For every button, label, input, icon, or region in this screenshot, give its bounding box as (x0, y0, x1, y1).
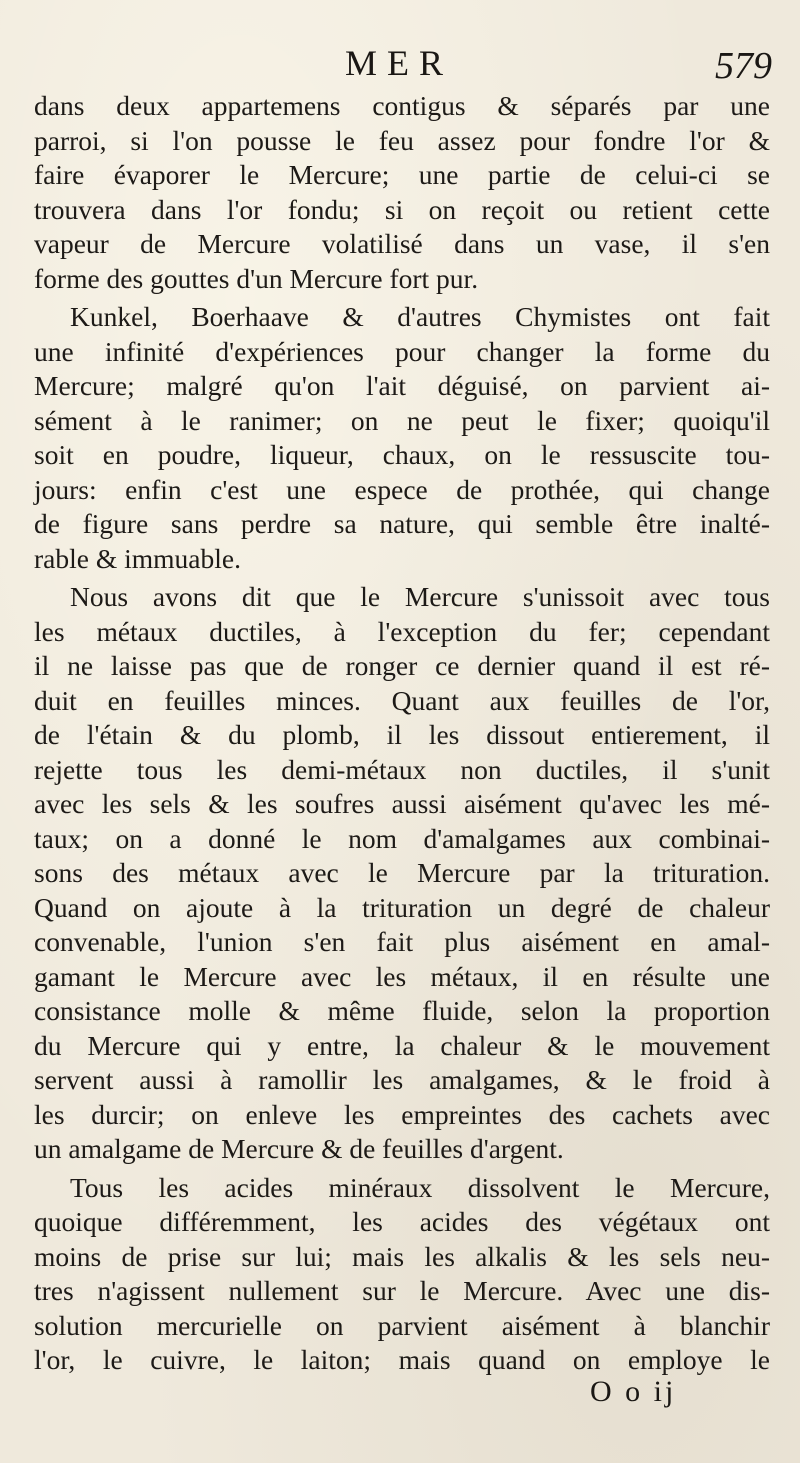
signature-mark: O o ij (590, 1375, 677, 1408)
text-line: il ne laisse pas que de ronger ce dernier quand il est ré- (34, 650, 770, 681)
text-line: servent aussi à ramollir les amalgames, & le froid à (34, 1064, 770, 1095)
text-line: soit en poudre, liqueur, chaux, on le ressuscite tou- (34, 439, 770, 470)
text-line: les métaux ductiles, à l'exception du fer; cependant (34, 615, 770, 647)
text-line: solution mercurielle on parvient aisément à blanchir (34, 1309, 770, 1341)
text-line: sément à le ranimer; on ne peut le fixer; quoiqu'il (34, 404, 770, 436)
text-line: consistance molle & même fluide, selon la proportion (34, 995, 770, 1026)
text-line: du Mercure qui y entre, la chaleur & le mouvement (34, 1029, 770, 1061)
text-line: jours: enfin c'est une espece de prothée, qui change (34, 473, 770, 505)
paragraph-4 (34, 1171, 770, 1378)
text-line: de l'étain & du plomb, il les dissout entierement, il (34, 719, 770, 750)
text-line: une infinité d'expériences pour changer la forme du (34, 335, 770, 367)
text-line: vapeur de Mercure volatilisé dans un vase, il s'en (34, 228, 770, 259)
text-line: rejette tous les demi-métaux non ductiles, il s'unit (34, 753, 770, 785)
text-line: sons des métaux avec le Mercure par la trituration. (34, 857, 770, 888)
text-line: avec les sels & les soufres aussi aisément qu'avec les mé- (34, 788, 770, 819)
text-line: quoique différemment, les acides des végétaux ont (34, 1206, 770, 1237)
text-line: duit en feuilles minces. Quant aux feuilles de l'or, (34, 684, 770, 716)
text-line: trouvera dans l'or fondu; si on reçoit ou retient cette (34, 193, 770, 225)
text-line: Quand on ajoute à la trituration un degré de chaleur (34, 891, 770, 923)
text-line: Mercure; malgré qu'on l'ait déguisé, on parvient ai- (34, 370, 770, 401)
text-line: tres n'agissent nullement sur le Mercure. Avec une dis- (34, 1275, 770, 1306)
paragraph-3 (34, 580, 770, 1167)
running-head-title: MER (345, 43, 454, 83)
text-line: faire évaporer le Mercure; une partie de celui-ci se (34, 159, 770, 190)
text-line: l'or, le cuivre, le laiton; mais quand on employe le (34, 1344, 770, 1375)
body-text (34, 89, 770, 1378)
text-line: les durcir; on enleve les empreintes des cachets avec (34, 1098, 770, 1130)
text-line: parroi, si l'on pousse le feu assez pour fondre l'or & (34, 124, 770, 156)
page-number: 579 (715, 45, 772, 87)
text-line: un amalgame de Mercure & de feuilles d'argent. (34, 1133, 564, 1164)
text-line: gamant le Mercure avec les métaux, il en résulte une (34, 960, 770, 992)
text-line: rable & immuable. (34, 542, 241, 574)
text-line: de figure sans perdre sa nature, qui semble être inalté- (34, 508, 770, 539)
text-line: forme des gouttes d'un Mercure fort pur. (34, 262, 479, 294)
text-line: Nous avons dit que le Mercure s'unissoit avec tous (70, 581, 770, 612)
text-line: taux; on a donné le nom d'amalgames aux combinai- (34, 822, 770, 854)
text-line: moins de prise sur lui; mais les alkalis & les sels neu- (34, 1240, 770, 1272)
text-line: dans deux appartemens contigus & séparés par une (34, 90, 770, 121)
paragraph-2 (34, 300, 770, 576)
text-line: Tous les acides minéraux dissolvent le Mercure, (70, 1171, 770, 1203)
paragraph-1 (34, 89, 770, 296)
running-head (0, 38, 800, 88)
text-line: Kunkel, Boerhaave & d'autres Chymistes ont fait (70, 301, 770, 332)
text-line: convenable, l'union s'en fait plus aisément en amal- (34, 926, 770, 957)
